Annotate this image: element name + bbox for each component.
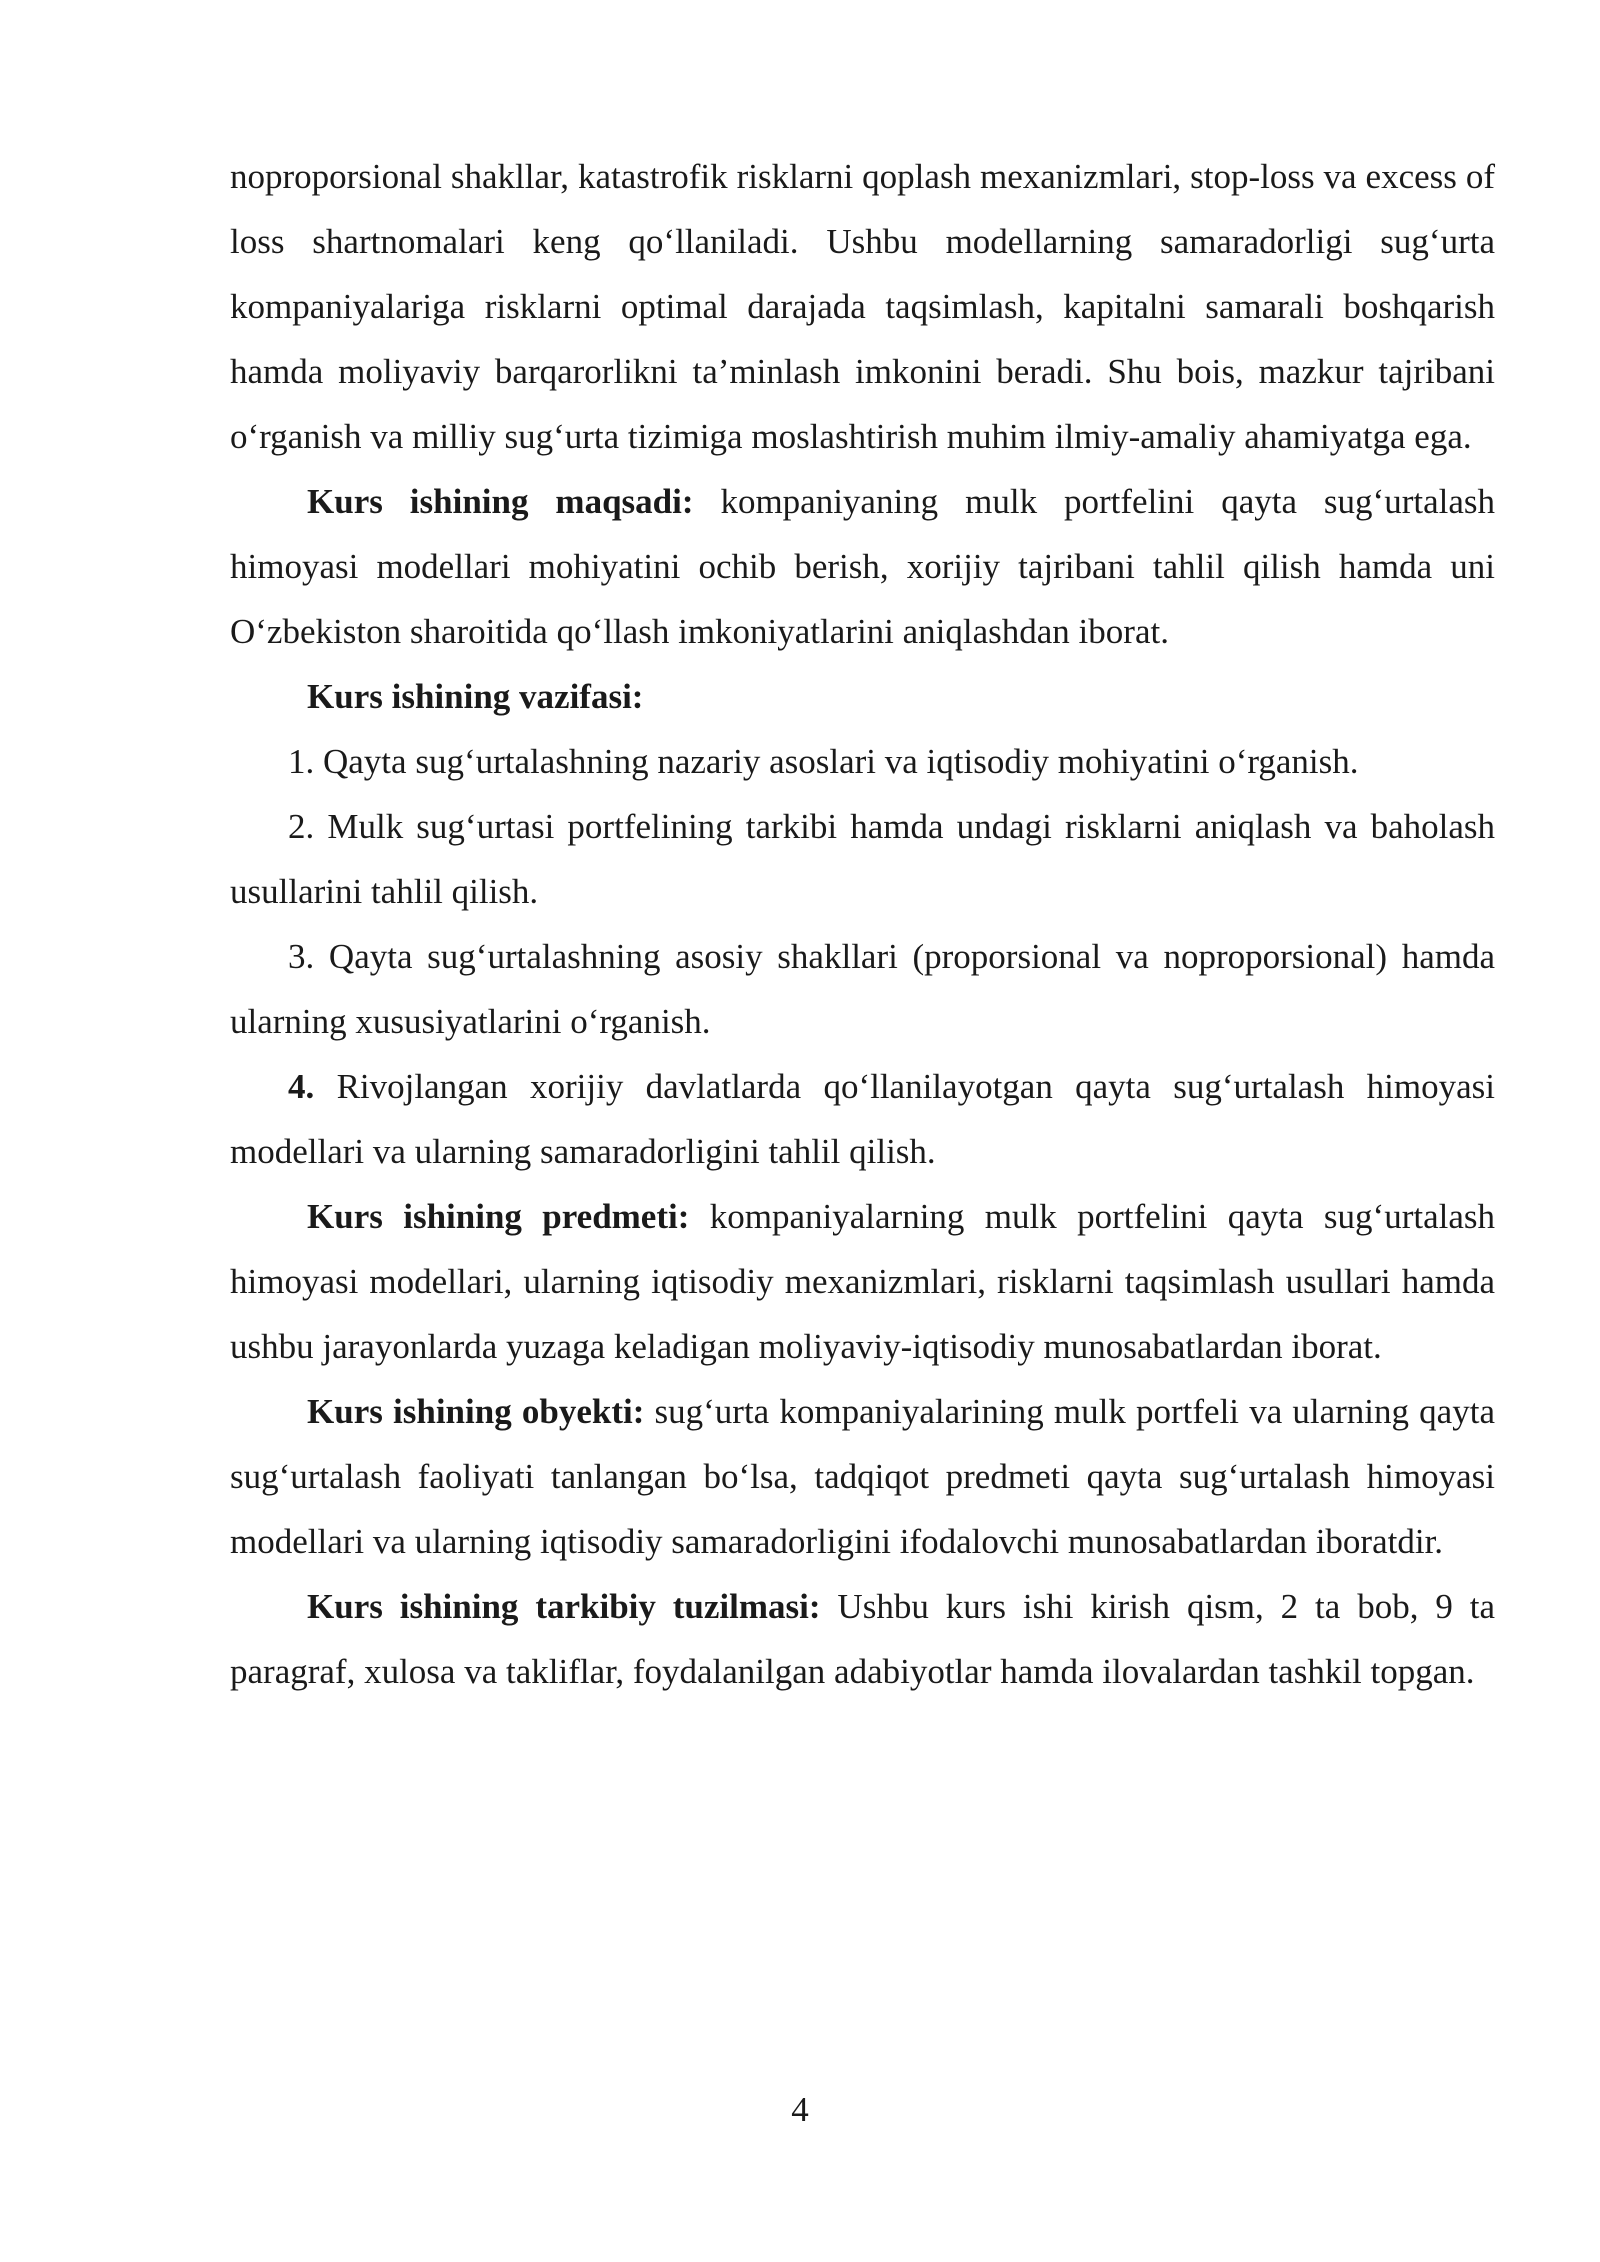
structure-text: Ushbu kurs ishi kirish qism, 2 ta bob, 9 ta paragraf, xulosa va takliflar, foydalanilgan adabiyotlar hamda ilovalardan tashkil topgan. [230,1587,1495,1691]
task-item-1 [230,729,1495,794]
task-item-3 [230,924,1495,1054]
document-body [230,144,1495,1704]
goal-label: Kurs ishining maqsadi: [307,482,694,521]
object-label: Kurs ishining obyekti: [307,1392,645,1431]
subject-text: kompaniyalarning mulk portfelini qayta sug‘urtalash himoyasi modellari, ularning iqtisodiy mexanizmlari, risklarni taqsimlash usullari hamda ushbu jarayonlarda yuzaga keladigan moliyaviy-iqtisodiy munosabatlardan iborat. [230,1197,1495,1366]
subject-paragraph [230,1184,1495,1379]
structure-label: Kurs ishining tarkibiy tuzilmasi: [307,1587,821,1626]
tasks-label: Kurs ishining vazifasi: [307,677,644,716]
task-item-4 [230,1054,1495,1184]
goal-text: kompaniyaning mulk portfelini qayta sug‘urtalash himoyasi modellari mohiyatini ochib berish, xorijiy tajribani tahlil qilish hamda uni O‘zbekiston sharoitida qo‘llash imkoniyatlarini aniqlashdan iborat. [230,482,1495,651]
task-number-4: 4. [288,1067,315,1106]
task-number-1: 1. [288,742,315,781]
subject-label: Kurs ishining predmeti: [307,1197,690,1236]
task-number-2: 2. [288,807,315,846]
task-text-3: Qayta sug‘urtalashning asosiy shakllari (proporsional va noproporsional) hamda ularning xususiyatlarini o‘rganish. [230,937,1495,1041]
page-number: 4 [791,2090,809,2129]
object-text: sug‘urta kompaniyalarining mulk portfeli va ularning qayta sug‘urtalash faoliyati tanlangan bo‘lsa, tadqiqot predmeti qayta sug‘urtalash himoyasi modellari va ularning iqtisodiy samaradorligini ifodalovchi munosabatlardan iboratdir. [230,1392,1495,1561]
goal-paragraph [230,469,1495,664]
task-number-3: 3. [288,937,315,976]
structure-paragraph [230,1574,1495,1704]
task-item-2 [230,794,1495,924]
tasks-heading [230,664,1495,729]
task-text-1: Qayta sug‘urtalashning nazariy asoslari va iqtisodiy mohiyatini o‘rganish. [314,742,1359,781]
task-text-4: Rivojlangan xorijiy davlatlarda qo‘llanilayotgan qayta sug‘urtalash himoyasi modellari va ularning samaradorligini tahlil qilish. [230,1067,1495,1171]
intro-paragraph: noproporsional shakllar, katastrofik risklarni qoplash mexanizmlari, stop-loss va excess of loss shartnomalari keng qo‘llaniladi. Ushbu modellarning samaradorligi sug‘urta kompaniyalariga risklarni optimal darajada taqsimlash, kapitalni samarali boshqarish hamda moliyaviy barqarorlikni ta’minlash imkonini beradi. Shu bois, mazkur tajribani o‘rganish va milliy sug‘urta tizimiga moslashtirish muhim ilmiy-amaliy ahamiyatga ega. [230,157,1495,456]
task-text-2: Mulk sug‘urtasi portfelining tarkibi hamda undagi risklarni aniqlash va baholash usullarini tahlil qilish. [230,807,1495,911]
object-paragraph [230,1379,1495,1574]
